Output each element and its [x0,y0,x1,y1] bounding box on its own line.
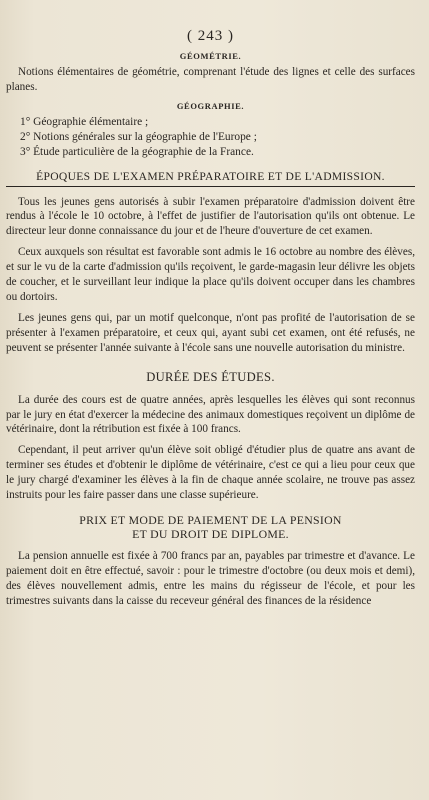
study-duration-paragraph: Cependant, il peut arriver qu'un élève soit obligé d'étudier plus de quatre ans avant de terminer ses études et d'obtenir le diplôme de vétérinaire, c'est ce qui a lieu pour ceux que le jury chargé d'examiner les élèves à la fin de chaque année scolaire, ne trouve pas assez instruits pour les faire passer dans une classe supérieure. [6,444,415,502]
exam-periods-heading: ÉPOQUES DE L'EXAMEN PRÉPARATOIRE ET DE L'ADMISSION. [6,170,415,187]
pension-heading [6,513,415,541]
geography-heading: GÉOGRAPHIE. [176,100,245,111]
study-duration-paragraph: La durée des cours est de quatre années, après lesquelles les élèves qui sont reconnus par le jury en état d'exercer la médecine des animaux domestiques reçoivent un diplôme de vétérinaire, dont la rétribution est fixée à 100 francs. [6,393,415,436]
geography-item: 1° Géographie élémentaire ; [20,115,149,128]
geography-item: 2° Notions générales sur la géographie de l'Europe ; [20,130,257,143]
exam-periods-paragraph: Tous les jeunes gens autorisés à subir l'examen préparatoire d'admission doivent être rendus à l'école le 10 octobre, à l'effet de justifier de l'autorisation qu'ils ont obtenue. Le directeur leur donne connaissance du jour et de l'heure d'ouverture de cet examen. [6,195,415,238]
geography-item: 3° Étude particulière de la géographie de la France. [20,145,254,158]
page-number: ( 243 ) [187,28,234,44]
study-duration-heading: DURÉE DES ÉTUDES. [146,369,275,384]
exam-periods-paragraph: Les jeunes gens qui, par un motif quelconque, n'ont pas profité de l'autorisation de se présenter à l'examen préparatoire, et ceux qui, ayant subi cet examen, ont été refusés, ne peuvent se présenter l'année suivante à l'école sans une nouvelle autorisation du ministre. [6,311,415,354]
geometry-heading: GÉOMÉTRIE. [179,51,242,61]
pension-heading-line: ET DU DROIT DE DIPLOME. [132,526,289,541]
exam-periods-paragraph: Ceux auxquels son résultat est favorable sont admis le 16 octobre au nombre des élèves, et sur le vu de la carte d'admission qu'ils reçoivent, le garde-magasin leur délivre les objets de coucher, et le surveillant leur indique la place qu'ils doivent occuper dans les chambres ou dortoirs. [6,246,415,303]
pension-heading-line: PRIX ET MODE DE PAIEMENT DE LA PENSION [79,512,342,527]
geometry-text: Notions élémentaires de géométrie, comprenant l'étude des lignes et celle des surfaces planes. [6,66,415,93]
pension-paragraph: La pension annuelle est fixée à 700 francs par an, payables par trimestre et d'avance. Le paiement doit en être effectué, savoir : pour le trimestre d'octobre (ou deux mois et demi), des élèves nouvellement admis, entre les mains du régisseur de l'école, et pour les trimestres suivants dans la caisse du receveur général des finances de la résidence [6,549,415,607]
